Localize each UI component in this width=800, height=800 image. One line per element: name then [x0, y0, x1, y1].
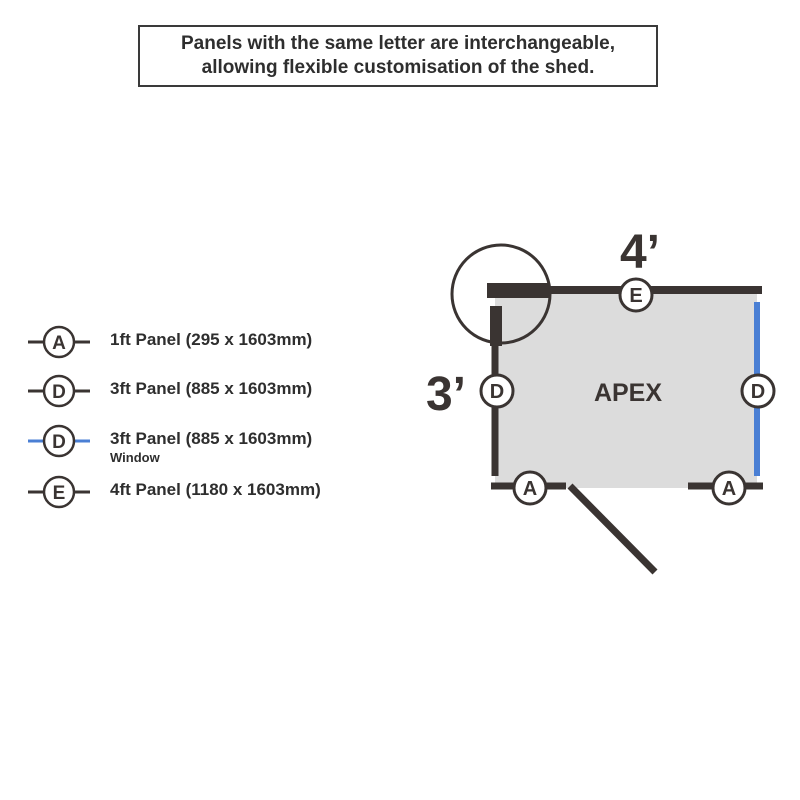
notice-line-1: Panels with the same letter are interchangeable,: [181, 33, 615, 54]
panel-e-icon-letter: E: [52, 483, 66, 504]
legend-label: 3ft Panel (885 x 1603mm): [110, 429, 313, 448]
panel-marker-d-left: [481, 375, 513, 407]
legend-sublabel: Window: [110, 450, 160, 465]
panel-d-window-icon-letter: D: [52, 432, 66, 453]
legend-label: 3ft Panel (885 x 1603mm): [110, 379, 313, 398]
panel-marker-letter: A: [721, 478, 737, 500]
panel-marker-letter: E: [629, 285, 643, 307]
panel-a-icon-letter: A: [52, 333, 66, 354]
panel-marker-letter: A: [522, 478, 538, 500]
panel-marker-e: [620, 279, 652, 311]
legend-label: 1ft Panel (295 x 1603mm): [110, 330, 313, 349]
panel-marker-a-left: [514, 472, 546, 504]
notice-line-2: allowing flexible customisation of the shed.: [201, 57, 595, 78]
panel-d-icon-letter: D: [52, 382, 66, 403]
door-swing-icon: [570, 486, 655, 572]
panel-marker-letter: D: [489, 381, 505, 403]
legend-label: 4ft Panel (1180 x 1603mm): [110, 480, 321, 499]
shed-name-label: APEX: [593, 379, 663, 407]
corner-magnifier-icon: [452, 245, 550, 346]
panel-marker-d-window: [742, 375, 774, 407]
panel-marker-a-right: [713, 472, 745, 504]
panel-marker-letter: D: [750, 381, 766, 403]
depth-dimension-label: 3’: [425, 368, 467, 421]
width-dimension-label: 4’: [619, 226, 661, 279]
